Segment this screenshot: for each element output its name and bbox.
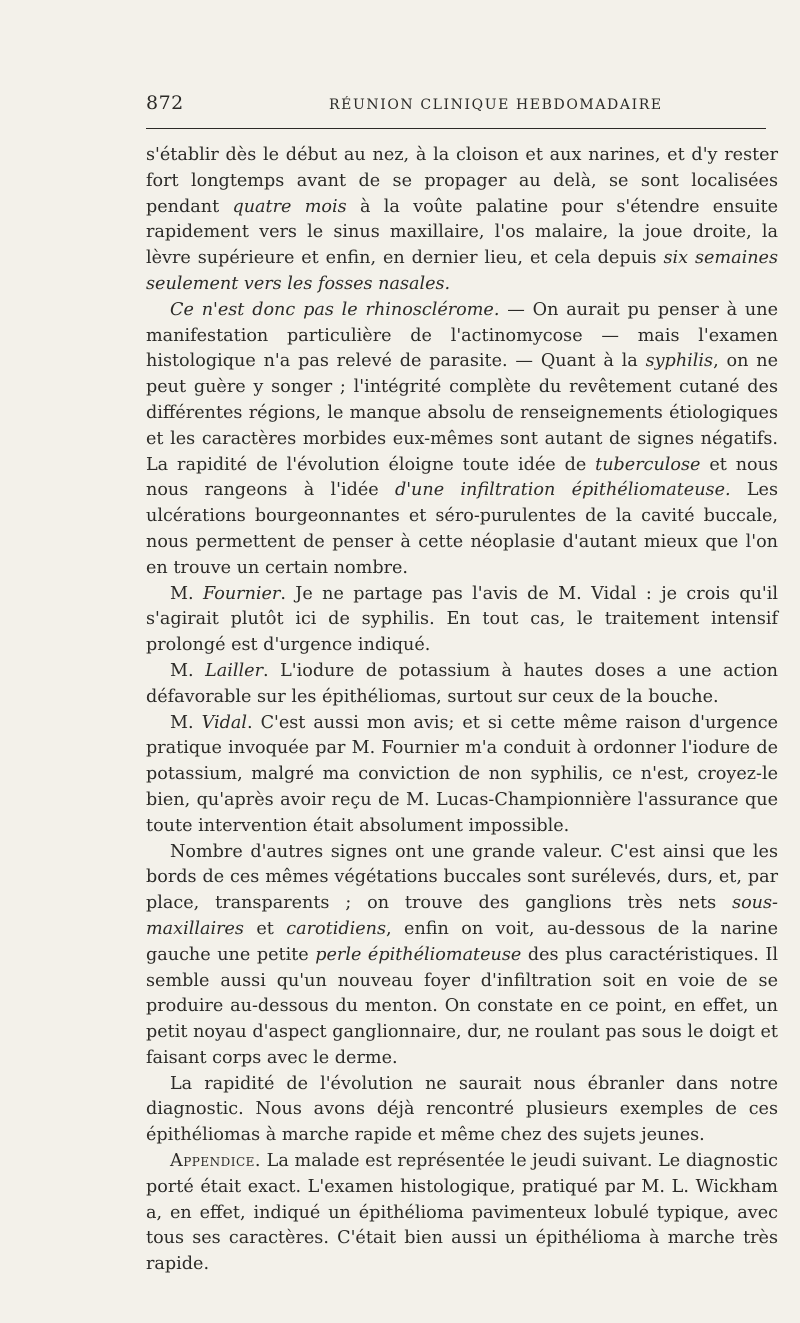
text-run: et: [243, 918, 287, 939]
page-header: [146, 92, 780, 122]
appendix-label: Appendice.: [170, 1151, 262, 1172]
paragraph: [146, 298, 778, 582]
text-run: Les ulcérations bourgeonnantes et séro-purulentes de la cavité buccale, nous permettent de penser à cette néoplasie d'autant mieux que l'on en trouve un certain nombre.: [146, 480, 779, 578]
text-run-italic: carotidiens: [286, 918, 387, 939]
paragraph: [146, 143, 778, 298]
text-run: M.: [170, 583, 203, 604]
paragraph: [146, 582, 778, 659]
text-run: et nous nous rangeons à l'idée: [146, 454, 778, 501]
paragraph-appendix: [146, 1149, 778, 1278]
text-run-italic: sous-maxillaires: [146, 893, 778, 939]
text-run: Nombre d'autres signes ont une grande valeur. C'est ainsi que les bords de ces mêmes végétations buccales sont surélevés, durs, et, par place, transparents ; on trouve des ganglions très nets: [146, 841, 778, 914]
text-run: La malade est représentée le jeudi suivant. Le diagnostic porté était exact. L'examen histologique, pratiqué par M. L. Wickham a, en effet, indiqué un épithélioma pavimenteux lobulé typique, avec tous ses caractères. C'était bien aussi un épithélioma à marche très rapide.: [146, 1151, 778, 1275]
text-run-italic: perle épithéliomateuse: [315, 944, 522, 965]
text-run: . C'est aussi mon avis; et si cette même raison d'urgence pratique invoquée par M. Fournier m'a conduit à ordonner l'iodure de potassium, malgré ma conviction de non syphilis, ce n'est, croyez-le bien, qu'après avoir reçu de M. Lucas-Championnière l'assurance que toute intervention était absolument impossible.: [146, 712, 779, 836]
body-text: [146, 143, 778, 1278]
speaker-name: Vidal: [201, 712, 247, 733]
text-run: . Je ne partage pas l'avis de M. Vidal : je crois qu'il s'agirait plutôt ici de syphilis. En tout cas, le traitement intensif prolongé est d'urgence indiqué.: [146, 583, 778, 656]
text-run-italic: syphilis: [645, 351, 714, 372]
text-run: , enfin on voit, au-dessous de la narine gauche une petite: [146, 918, 778, 965]
text-run: s'établir dès le début au nez, à la cloison et aux narines, et d'y rester fort longtemps avant de se propager au delà, se sont localisées pendant: [146, 145, 778, 217]
text-run: à la voûte palatine pour s'étendre ensuite rapidement vers le sinus maxillaire, l'os malaire, la joue droite, la lèvre supérieure et enfin, en dernier lieu, et cela depuis: [146, 196, 779, 269]
paragraph: [146, 659, 778, 711]
text-run: , on ne peut guère y songer ; l'intégrité complète du revêtement cutané des différentes régions, le manque absolu de renseignements étiologiques et les caractères morbides eux-mêmes sont autant de signes négatifs. La rapidité de l'évolution éloigne toute idée de: [146, 351, 778, 475]
text-run-italic: Ce n'est donc pas le rhinosclérome.: [170, 299, 500, 320]
text-run: . L'iodure de potassium à hautes doses a une action défavorable sur les épithéliomas, surtout sur ceux de la bouche.: [146, 660, 778, 707]
text-run: M.: [170, 712, 202, 733]
text-run: des plus caractéristiques. Il semble aussi qu'un nouveau foyer d'infiltration soit en voie de se produire au-dessous du menton. On constate en ce point, en effet, un petit noyau d'aspect ganglionnaire, dur, ne roulant pas sous le doigt et faisant corps avec le derme.: [146, 944, 778, 1068]
speaker-name: Lailler: [205, 660, 263, 681]
header-rule: [146, 128, 766, 129]
text-run-italic: tuberculose: [595, 454, 701, 475]
text-run-italic: d'une infiltration épithéliomateuse.: [394, 480, 731, 501]
text-run-italic: six semaines seulement vers les fosses nasales.: [146, 248, 778, 294]
paragraph: [146, 1072, 778, 1149]
text-run: La rapidité de l'évolution ne saurait nous ébranler dans notre diagnostic. Nous avons déjà rencontré plusieurs exemples de ces épithéliomas à marche rapide et même chez des sujets jeunes.: [146, 1073, 778, 1146]
text-run-italic: quatre mois: [232, 196, 347, 217]
paragraph: [146, 711, 778, 840]
speaker-name: Fournier: [202, 583, 281, 604]
running-title: RÉUNION CLINIQUE HEBDOMADAIRE: [329, 97, 663, 113]
text-run: — On aurait pu penser à une manifestation particulière de l'actinomycose — mais l'examen histologique n'a pas relevé de parasite. — Quant à la: [146, 299, 778, 372]
paragraph: [146, 840, 778, 1072]
text-run: M.: [170, 660, 206, 681]
page-number: 872: [146, 92, 184, 114]
